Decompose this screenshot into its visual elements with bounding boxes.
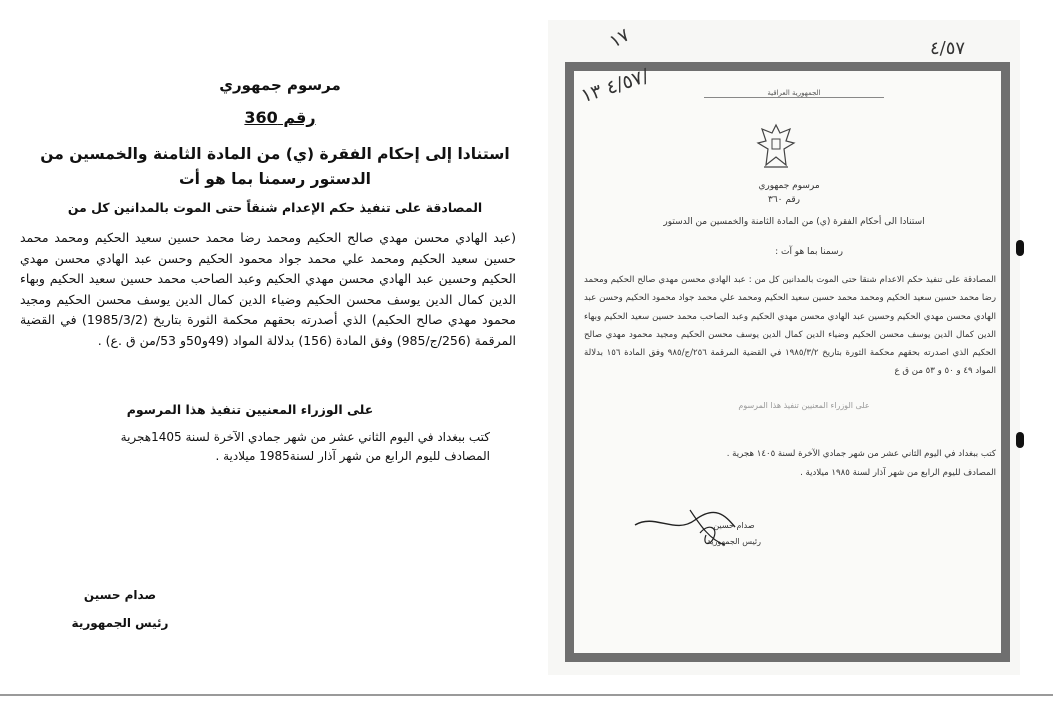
scanned-decree: [565, 62, 1010, 662]
scan-ministers: على الوزراء المعنيين تنفيذ هذا المرسوم: [738, 401, 870, 410]
decree-number: رقم 360: [244, 108, 316, 127]
eagle-emblem-icon: [756, 121, 796, 171]
bottom-divider: [0, 694, 1053, 696]
signatory-title: رئيس الجمهورية: [71, 616, 169, 630]
decree-intro: استنادا إلى إحكام الفقرة (ي) من المادة الثامنة والخمسين من الدستور رسمنا بما هو أت: [40, 145, 510, 188]
decree-date-line2: المصادف لليوم الرابع من شهر آذار لسنة1985 ميلادية .: [215, 449, 490, 463]
punch-hole-mark: [1016, 240, 1024, 256]
handwritten-note-top: ١٧: [606, 24, 634, 53]
decree-title: مرسوم جمهوري: [219, 76, 341, 94]
scan-signatory-title: رئيس الجمهورية: [707, 537, 761, 546]
decree-ministers: على الوزراء المعنيين تنفيذ هذا المرسوم: [126, 402, 374, 417]
scan-title: مرسوم جمهوري: [758, 181, 820, 191]
decree-date: [30, 428, 490, 466]
scan-body: المصادقة على تنفيذ حكم الاعدام شنقا حتى الموت بالمدانين كل من : عبد الهادي محسن مهدي صالح الحكيم ومحمد رضا محمد حسين سعيد الحكيم ومحمد محمد حسين سعيد الحكيم ومحمد علي محمد جواد محمود الحكيم وحسن عبد الهادي محسن مهدي الحكيم وحسين عبد الهادي محسن مهدي الحكيم وعبد الصاحب محمد حسين سعيد الحكيم وبهاء الدين كمال الدين يوسف محسن الحكيم وضياء الدين كمال الدين يوسف محسن الحكيم ومجيد محمود مهدي صالح الحكيم الذي اصدرته بحقهم محكمة الثورة بتاريخ ١٩٨٥/٣/٢ في القضية المرقمة ٢٥٦/ج/٩٨٥ وفق المادة ١٥٦ بدلالة المواد ٤٩ و ٥٠ و ٥٣ من ق ع: [584, 275, 997, 377]
decree-date-line1: كتب ببغداد في اليوم الثاني عشر من شهر جمادي الآخرة لسنة 1405هجرية: [120, 430, 490, 444]
scan-number: رقم ٣٦٠: [767, 195, 800, 205]
scan-intro-2: رسمنا بما هو آت :: [775, 247, 843, 257]
scan-header: الجمهورية العراقية: [704, 89, 884, 98]
handwritten-box-note: ٤/٥٧ ١٣/: [578, 64, 652, 108]
handwritten-signature-icon: [630, 505, 740, 550]
scan-date-line1: كتب ببغداد في اليوم الثاني عشر من شهر جمادي الآخرة لسنة ١٤٠٥ هجرية .: [726, 449, 996, 459]
decree-body: (عبد الهادي محسن مهدي صالح الحكيم ومحمد رضا محمد حسين سعيد الحكيم ومحمد محمد حسين سعيد الحكيم ومحمد علي محمد جواد محمود الحكيم وحسن عبد الهادي محسن مهدي الحكيم وحسين عبد الهادي محسن مهدي الحكيم وعبد الصاحب محمد حسين سعيد الحكيم وبهاء الدين كمال الدين يوسف محسن الحكيم وضياء الدين كمال الدين يوسف محسن الحكيم ومجيد محمود مهدي صالح الحكيم) الذي أصدرته بحقهم محكمة الثورة بتاريخ (1985/3/2) في القضية المرقمة (256/ج/985) وفق المادة (156) بدلالة المواد (49و50و 53/من ق .ع) .: [20, 230, 517, 348]
signatory-name: صدام حسين: [83, 588, 157, 602]
scan-intro: استنادا الى أحكام الفقرة (ي) من المادة الثامنة والخمسين من الدستور: [663, 217, 925, 227]
decree-approval: المصادقة على تنفيذ حكم الإعدام شنقاً حتى الموت بالمدانين كل من: [67, 200, 483, 215]
scan-date-line2: المصادف لليوم الرابع من شهر آذار لسنة ١٩٨٥ ميلادية .: [800, 468, 996, 478]
punch-hole-mark: [1016, 432, 1024, 448]
handwritten-reference: ٤/٥٧: [930, 38, 966, 59]
scan-date: [584, 445, 996, 483]
scan-signatory-name: صدام حسين: [713, 521, 755, 530]
